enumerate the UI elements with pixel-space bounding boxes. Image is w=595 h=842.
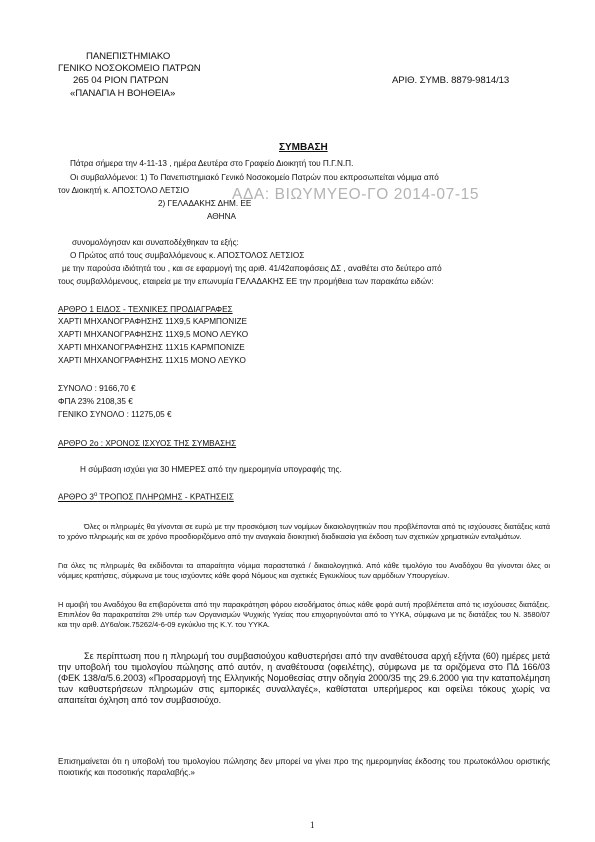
article-2-heading: ΑΡΘΡΟ 2ο : ΧΡΟΝΟΣ ΙΣΧΥΟΣ ΤΗΣ ΣΥΜΒΑΣΗΣ <box>58 439 237 448</box>
page-number: 1 <box>310 820 315 830</box>
header-line-1: ΠΑΝΕΠΙΣΤΗΜΙΑΚΟ <box>86 51 171 62</box>
total-grand: ΓΕΝΙΚΟ ΣΥΝΟΛΟ : 11275,05 € <box>58 410 172 419</box>
header-line-4: «ΠΑΝΑΓΙΑ Η ΒΟΗΘΕΙΑ» <box>70 88 176 99</box>
item-row: ΧΑΡΤΙ ΜΗΧΑΝΟΓΡΑΦΗΣΗΣ 11Χ9,5 ΜΟΝΟ ΛΕΥΚΟ <box>58 330 249 339</box>
article-3-paragraph-4: Σε περίπτωση που η πληρωμή του συμβασιούχου καθυστερήσει από την αναθέτουσα αρχή εξήντα (60) ημέρες μετά την υποβολή του τιμολογίου πώλησης από αυτόν, η αναθέτουσα (οφειλέτης), σύμφωνα με τα οριζόμενα στο ΠΔ 166/03 (ΦΕΚ 138/α/5.6.2003) «Προσαρμογή της Ελληνικής Νομοθεσίας στην οδηγία 2000/35 της 29.6.2000 για την καταπολέμηση των καθυστερήσεων πληρωμών στις εμπορικές συναλλαγές», καθίσταται υπερήμερος και οφείλει τόκους χωρίς να απαιτείται όχληση από τον συμβασιούχο. <box>58 651 550 705</box>
article-3-heading-rest: ΤΡΟΠΟΣ ΠΛΗΡΩΜΗΣ - ΚΡΑΤΗΣΕΙΣ <box>97 492 234 502</box>
intro-line-1: Πάτρα σήμερα την 4-11-13 , ημέρα Δευτέρα στο Γραφείο Διοικητή του Π.Γ.Ν.Π. <box>70 159 354 168</box>
article-3-paragraph-2: Για όλες τις πληρωμές θα εκδίδονται τα απαραίτητα νόμιμα παραστατικά / δικαιολογητικά. Από κάθε τιμολόγιο του Αναδόχου θα γίνονται όλες οι νόμιμες κρατήσεις, σύμφωνα με τους ισχύοντες κάθε φορά Νόμους και σχετικές Εγκυκλίους των αρμόδιων Υπουργείων. <box>58 561 550 580</box>
agreement-line-1: συνομολόγησαν και συναποδέχθηκαν τα εξής: <box>72 238 239 247</box>
header-line-2: ΓΕΝΙΚΟ ΝΟΣΟΚΟΜΕΙΟ ΠΑΤΡΩΝ <box>58 63 201 74</box>
document-title: ΣΥΜΒΑΣΗ <box>279 142 328 153</box>
article-3-heading <box>58 490 234 503</box>
article-3-paragraph-3: Η αμοιβή του Αναδόχου θα επιβαρύνεται από την παρακράτηση φόρου εισοδήματος όπως κάθε φορά αυτή προβλέπεται από τις ισχύουσες διατάξεις. Επιπλέον θα παρακρατείται 2% υπέρ των Οργανισμών Ψυχικής Υγείας που επιχορηγούνται από το ΥΥΚΑ, σύμφωνα με τις διατάξεις του Ν. 3580/07 και την αριθ. ΔΥ6α/οικ.75262/4-6-09 εγκύκλιο της Κ.Υ. του ΥΥΚΑ. <box>58 600 550 629</box>
article-3-paragraph-1: Όλες οι πληρωμές θα γίνονται σε ευρώ με την προσκόμιση των νομίμων δικαιολογητικών που προβλέπονται από τις ισχύουσες διατάξεις κατά το χρόνο πληρωμής και σε χρόνο προσδιοριζόμενο από την αναγκαία διοικητική διαδικασία για έκδοση των σχετικών χρηματικών ενταλμάτων. <box>58 522 550 541</box>
contract-number: ΑΡΙΘ. ΣΥΜΒ. 8879-9814/13 <box>392 75 510 86</box>
item-row: ΧΑΡΤΙ ΜΗΧΑΝΟΓΡΑΦΗΣΗΣ 11Χ15 ΜΟΝΟ ΛΕΥΚΟ <box>58 356 246 365</box>
item-row: ΧΑΡΤΙ ΜΗΧΑΝΟΓΡΑΦΗΣΗΣ 11Χ9,5 ΚΑΡΜΠΟΝΙΖΕ <box>58 317 247 326</box>
article-1-heading: ΑΡΘΡΟ 1 ΕΙΔΟΣ - ΤΕΧΝΙΚΕΣ ΠΡΟΔΙΑΓΡΑΦΕΣ <box>58 305 233 314</box>
article-3-heading-sup: ο <box>93 492 98 498</box>
agreement-line-2: Ο Πρώτος από τους συμβαλλόμενους κ. ΑΠΟΣΤΟΛΟΣ ΛΕΤΣΙΟΣ <box>70 251 305 260</box>
item-row: ΧΑΡΤΙ ΜΗΧΑΝΟΓΡΑΦΗΣΗΣ 11Χ15 ΚΑΡΜΠΟΝΙΖΕ <box>58 343 245 352</box>
intro-line-2: Οι συμβαλλόμενοι: 1) Το Πανεπιστημιακό Γενικό Νοσοκομείο Πατρών που εκπροσωπείται νόμιμα από <box>70 173 439 182</box>
intro-line-4: 2) ΓΕΛΑΔΑΚΗΣ ΔΗΜ. ΕΕ <box>158 199 252 208</box>
intro-line-3: τον Διοικητή κ. ΑΠΟΣΤΟΛΟ ΛΕΤΣΙΟ <box>58 186 190 195</box>
watermark-stamp: ΑΔΑ: ΒΙΩΥΜΥΕΟ-ΓΟ 2014-07-15 <box>232 186 480 203</box>
article-3-paragraph-5: Επισημαίνεται ότι η υποβολή του τιμολογίου πώλησης δεν μπορεί να γίνει προ της ημερομηνίας έκδοσης του πρωτοκόλλου οριστικής ποιοτικής και ποσοτικής παραλαβής.» <box>58 757 550 777</box>
intro-line-5: ΑΘΗΝΑ <box>207 212 236 221</box>
article-3-heading-prefix: ΑΡΘΡΟ 3 <box>58 492 94 502</box>
total-net: ΣΥΝΟΛΟ : 9166,70 € <box>58 384 136 393</box>
agreement-line-4: τους συμβαλλόμενους, εταιρεία με την επωνυμία ΓΕΛΑΔΑΚΗΣ ΕΕ την προμήθεια των παρακάτω ειδών: <box>58 277 434 286</box>
article-2-text: Η σύμβαση ισχύει για 30 ΗΜΕΡΕΣ από την ημερομηνία υπογραφής της. <box>80 465 342 474</box>
header-line-3: 265 04 ΡΙΟΝ ΠΑΤΡΩΝ <box>73 75 169 86</box>
agreement-line-3: με την παρούσα ιδιότητά του , και σε εφαρμογή της αριθ. 41/42αποφάσεις ΔΣ , αναθέτει στο δεύτερο από <box>62 264 442 273</box>
total-vat: ΦΠΑ 23% 2108,35 € <box>58 397 133 406</box>
